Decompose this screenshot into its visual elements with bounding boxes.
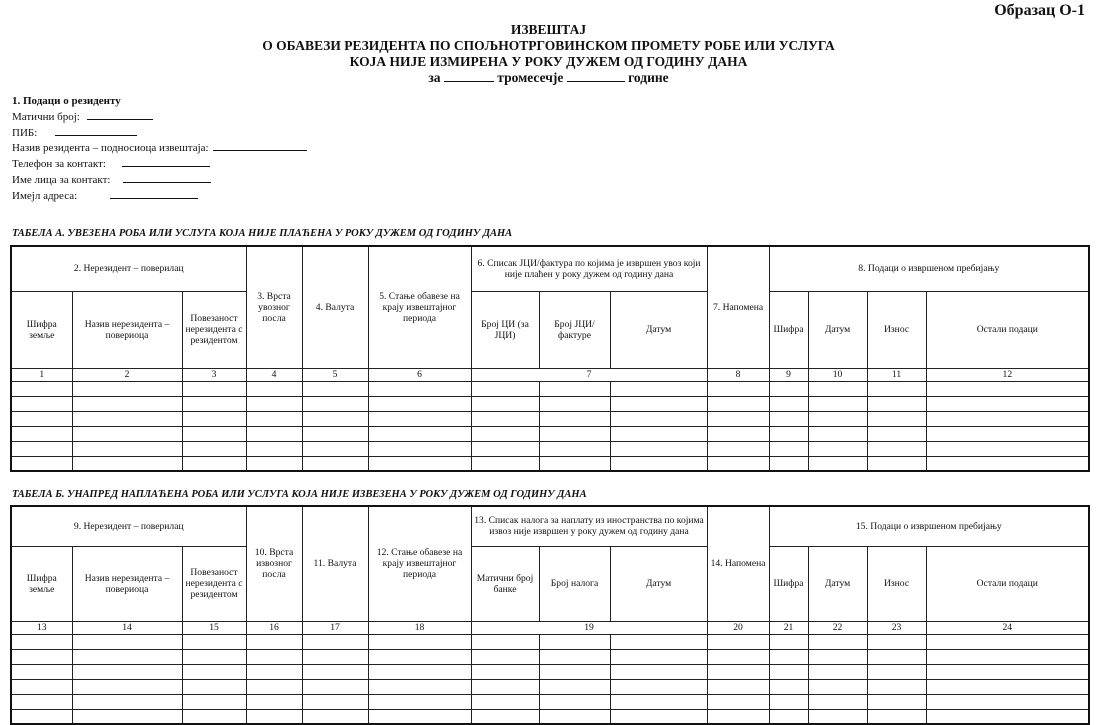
table-cell[interactable] bbox=[302, 456, 368, 471]
table-cell[interactable] bbox=[246, 426, 302, 441]
table-cell[interactable] bbox=[539, 426, 610, 441]
table-cell[interactable] bbox=[769, 441, 808, 456]
table-cell[interactable] bbox=[72, 381, 182, 396]
table-cell[interactable] bbox=[11, 649, 72, 664]
table-cell[interactable] bbox=[302, 426, 368, 441]
column-number: 1 bbox=[11, 368, 72, 381]
table-cell[interactable] bbox=[246, 694, 302, 709]
table-cell[interactable] bbox=[471, 664, 539, 679]
table-cell[interactable] bbox=[867, 679, 926, 694]
table-cell[interactable] bbox=[368, 456, 471, 471]
table-cell[interactable] bbox=[926, 426, 1089, 441]
table-cell[interactable] bbox=[302, 411, 368, 426]
table-cell[interactable] bbox=[926, 411, 1089, 426]
table-cell[interactable] bbox=[867, 694, 926, 709]
table-cell[interactable] bbox=[368, 679, 471, 694]
country-code-header: Шифра земље bbox=[11, 291, 72, 368]
column-number: 3 bbox=[182, 368, 246, 381]
balance-header: 5. Стање обавезе на крају извештајног периода bbox=[368, 246, 471, 368]
table-cell[interactable] bbox=[926, 694, 1089, 709]
registration-number-line[interactable] bbox=[87, 109, 153, 120]
table-cell[interactable] bbox=[302, 396, 368, 411]
resident-name-line[interactable] bbox=[213, 140, 307, 151]
table-cell[interactable] bbox=[610, 634, 707, 649]
table-cell[interactable] bbox=[539, 679, 610, 694]
table-cell[interactable] bbox=[72, 396, 182, 411]
table-cell[interactable] bbox=[72, 679, 182, 694]
table-cell[interactable] bbox=[368, 426, 471, 441]
offset-amount-header: Износ bbox=[867, 546, 926, 621]
table-row bbox=[11, 441, 1089, 456]
table-cell[interactable] bbox=[471, 381, 539, 396]
table-cell[interactable] bbox=[867, 709, 926, 724]
column-number: 24 bbox=[926, 621, 1089, 634]
table-cell[interactable] bbox=[707, 694, 769, 709]
table-cell[interactable] bbox=[72, 709, 182, 724]
table-cell[interactable] bbox=[471, 456, 539, 471]
table-cell[interactable] bbox=[182, 426, 246, 441]
table-cell[interactable] bbox=[72, 664, 182, 679]
table-cell[interactable] bbox=[769, 664, 808, 679]
table-a bbox=[10, 245, 1090, 472]
table-cell[interactable] bbox=[769, 396, 808, 411]
table-cell[interactable] bbox=[926, 649, 1089, 664]
import-type-header: 3. Врста увозног посла bbox=[246, 246, 302, 368]
report-subtitle-2: КОЈА НИЈЕ ИЗМИРЕНА У РОКУ ДУЖЕМ ОД ГОДИНУ ДАНА bbox=[349, 54, 748, 69]
offset-group-header: 15. Подаци о извршеном пребијању bbox=[769, 506, 1089, 546]
currency-header: 11. Валута bbox=[302, 506, 368, 621]
field-label: Назив резидента – подносиоца извештаја: bbox=[12, 142, 209, 155]
pib-line[interactable] bbox=[55, 125, 137, 136]
table-b-body bbox=[11, 634, 1089, 724]
table-cell[interactable] bbox=[610, 709, 707, 724]
table-cell[interactable] bbox=[867, 426, 926, 441]
table-cell[interactable] bbox=[539, 664, 610, 679]
table-cell[interactable] bbox=[246, 411, 302, 426]
table-cell[interactable] bbox=[808, 664, 867, 679]
table-cell[interactable] bbox=[539, 709, 610, 724]
offset-group-header: 8. Подаци о извршеном пребијању bbox=[769, 246, 1089, 291]
field-email bbox=[12, 188, 307, 204]
period-quarter: тромесечје bbox=[497, 70, 564, 85]
table-cell[interactable] bbox=[707, 396, 769, 411]
table-cell[interactable] bbox=[302, 634, 368, 649]
orders-group-header: 13. Списак налога за наплату из иностранства по којима извоз није извршен у року дужем од годину дана bbox=[471, 506, 707, 546]
table-cell[interactable] bbox=[867, 634, 926, 649]
year-blank[interactable] bbox=[567, 70, 625, 82]
table-row bbox=[11, 694, 1089, 709]
table-cell[interactable] bbox=[769, 649, 808, 664]
table-cell[interactable] bbox=[769, 411, 808, 426]
table-cell[interactable] bbox=[867, 649, 926, 664]
note-header: 14. Напомена bbox=[707, 506, 769, 621]
quarter-blank[interactable] bbox=[444, 70, 494, 82]
table-cell[interactable] bbox=[610, 694, 707, 709]
column-number: 14 bbox=[72, 621, 182, 634]
table-cell[interactable] bbox=[302, 441, 368, 456]
table-cell[interactable] bbox=[808, 426, 867, 441]
table-cell[interactable] bbox=[368, 381, 471, 396]
table-cell[interactable] bbox=[11, 709, 72, 724]
phone-line[interactable] bbox=[122, 156, 210, 167]
table-cell[interactable] bbox=[471, 694, 539, 709]
table-cell[interactable] bbox=[11, 456, 72, 471]
table-cell[interactable] bbox=[926, 456, 1089, 471]
table-cell[interactable] bbox=[368, 709, 471, 724]
table-a-caption: ТАБЕЛА А. УВЕЗЕНА РОБА ИЛИ УСЛУГА КОЈА НИЈЕ ПЛАЋЕНА У РОКУ ДУЖЕМ ОД ГОДИНУ ДАНА bbox=[12, 228, 513, 239]
column-number: 18 bbox=[368, 621, 471, 634]
table-cell[interactable] bbox=[769, 456, 808, 471]
field-label: Имејл адреса: bbox=[12, 189, 78, 202]
table-cell[interactable] bbox=[72, 456, 182, 471]
creditor-group-header: 2. Нерезидент – поверилац bbox=[11, 246, 246, 291]
table-cell[interactable] bbox=[867, 456, 926, 471]
column-number: 11 bbox=[867, 368, 926, 381]
table-cell[interactable] bbox=[11, 679, 72, 694]
column-number: 4 bbox=[246, 368, 302, 381]
table-cell[interactable] bbox=[182, 694, 246, 709]
table-cell[interactable] bbox=[72, 441, 182, 456]
table-cell[interactable] bbox=[610, 649, 707, 664]
table-cell[interactable] bbox=[471, 634, 539, 649]
table-cell[interactable] bbox=[539, 456, 610, 471]
balance-header: 12. Стање обавезе на крају извештајног периода bbox=[368, 506, 471, 621]
field-resident-name bbox=[12, 140, 307, 156]
table-cell[interactable] bbox=[11, 694, 72, 709]
table-cell[interactable] bbox=[471, 441, 539, 456]
column-number: 21 bbox=[769, 621, 808, 634]
column-number: 19 bbox=[471, 621, 707, 634]
table-cell[interactable] bbox=[72, 634, 182, 649]
table-cell[interactable] bbox=[769, 694, 808, 709]
table-cell[interactable] bbox=[769, 709, 808, 724]
table-cell[interactable] bbox=[539, 694, 610, 709]
table-cell[interactable] bbox=[246, 709, 302, 724]
report-subtitle-1: О ОБАВЕЗИ РЕЗИДЕНТА ПО СПОЉНОТРГОВИНСКОМ ПРОМЕТУ РОБЕ ИЛИ УСЛУГА bbox=[262, 38, 835, 53]
table-cell[interactable] bbox=[302, 709, 368, 724]
column-number: 22 bbox=[808, 621, 867, 634]
table-cell[interactable] bbox=[11, 634, 72, 649]
field-label: Матични број: bbox=[12, 110, 80, 123]
creditor-group-header: 9. Нерезидент – поверилац bbox=[11, 506, 246, 546]
table-cell[interactable] bbox=[808, 411, 867, 426]
table-cell[interactable] bbox=[808, 694, 867, 709]
table-cell[interactable] bbox=[610, 396, 707, 411]
table-row bbox=[11, 396, 1089, 411]
table-cell[interactable] bbox=[707, 634, 769, 649]
table-cell[interactable] bbox=[246, 664, 302, 679]
table-cell[interactable] bbox=[808, 649, 867, 664]
table-cell[interactable] bbox=[368, 634, 471, 649]
table-cell[interactable] bbox=[707, 426, 769, 441]
column-number: 15 bbox=[182, 621, 246, 634]
table-cell[interactable] bbox=[707, 664, 769, 679]
table-cell[interactable] bbox=[11, 396, 72, 411]
order-number-header: Број налога bbox=[539, 546, 610, 621]
table-cell[interactable] bbox=[182, 441, 246, 456]
period-za: за bbox=[428, 70, 441, 85]
table-cell[interactable] bbox=[539, 634, 610, 649]
table-cell[interactable] bbox=[182, 411, 246, 426]
table-cell[interactable] bbox=[72, 694, 182, 709]
table-cell[interactable] bbox=[182, 664, 246, 679]
column-number: 8 bbox=[707, 368, 769, 381]
field-phone bbox=[12, 156, 307, 172]
table-cell[interactable] bbox=[926, 381, 1089, 396]
table-cell[interactable] bbox=[867, 441, 926, 456]
table-a-body bbox=[11, 381, 1089, 471]
table-row bbox=[11, 634, 1089, 649]
column-number: 9 bbox=[769, 368, 808, 381]
table-cell[interactable] bbox=[246, 456, 302, 471]
table-cell[interactable] bbox=[182, 634, 246, 649]
relation-header: Повезаност нерезидента с резидентом bbox=[182, 546, 246, 621]
creditor-name-header: Назив нерезидента – повериоца bbox=[72, 546, 182, 621]
table-cell[interactable] bbox=[926, 441, 1089, 456]
offset-code-header: Шифра bbox=[769, 291, 808, 368]
table-cell[interactable] bbox=[246, 381, 302, 396]
table-cell[interactable] bbox=[539, 441, 610, 456]
table-cell[interactable] bbox=[707, 441, 769, 456]
table-cell[interactable] bbox=[539, 649, 610, 664]
table-cell[interactable] bbox=[182, 381, 246, 396]
table-cell[interactable] bbox=[610, 679, 707, 694]
table-row bbox=[11, 381, 1089, 396]
table-cell[interactable] bbox=[302, 664, 368, 679]
table-cell[interactable] bbox=[926, 396, 1089, 411]
table-cell[interactable] bbox=[471, 411, 539, 426]
table-cell[interactable] bbox=[246, 649, 302, 664]
table-cell[interactable] bbox=[246, 441, 302, 456]
table-cell[interactable] bbox=[182, 679, 246, 694]
column-number: 17 bbox=[302, 621, 368, 634]
document-date-header: Датум bbox=[610, 291, 707, 368]
table-cell[interactable] bbox=[182, 709, 246, 724]
order-date-header: Датум bbox=[610, 546, 707, 621]
table-cell[interactable] bbox=[539, 381, 610, 396]
column-number: 12 bbox=[926, 368, 1089, 381]
table-cell[interactable] bbox=[707, 456, 769, 471]
table-cell[interactable] bbox=[707, 679, 769, 694]
table-cell[interactable] bbox=[471, 649, 539, 664]
country-code-header: Шифра земље bbox=[11, 546, 72, 621]
table-cell[interactable] bbox=[302, 694, 368, 709]
table-cell[interactable] bbox=[867, 411, 926, 426]
period-year: године bbox=[628, 70, 669, 85]
table-cell[interactable] bbox=[368, 441, 471, 456]
column-number: 16 bbox=[246, 621, 302, 634]
table-cell[interactable] bbox=[808, 456, 867, 471]
table-b-caption: ТАБЕЛА Б. УНАПРЕД НАПЛАЋЕНА РОБА ИЛИ УСЛУГА КОЈА НИЈЕ ИЗВЕЗЕНА У РОКУ ДУЖЕМ ОД ГОДИНУ ДАНА bbox=[12, 489, 587, 500]
report-header bbox=[0, 22, 1097, 86]
documents-group-header: 6. Списак ЈЦИ/фактура по којима је извршен увоз који није плаћен у року дужем од годину дана bbox=[471, 246, 707, 291]
table-row bbox=[11, 664, 1089, 679]
resident-section bbox=[12, 94, 307, 204]
table-cell[interactable] bbox=[707, 709, 769, 724]
report-title: ИЗВЕШТАЈ bbox=[510, 22, 587, 37]
column-number: 23 bbox=[867, 621, 926, 634]
table-cell[interactable] bbox=[72, 411, 182, 426]
table-cell[interactable] bbox=[769, 381, 808, 396]
table-cell[interactable] bbox=[368, 664, 471, 679]
table-cell[interactable] bbox=[610, 381, 707, 396]
table-cell[interactable] bbox=[808, 679, 867, 694]
table-cell[interactable] bbox=[610, 456, 707, 471]
table-cell[interactable] bbox=[707, 649, 769, 664]
table-cell[interactable] bbox=[471, 679, 539, 694]
table-row bbox=[11, 649, 1089, 664]
offset-code-header: Шифра bbox=[769, 546, 808, 621]
table-cell[interactable] bbox=[539, 396, 610, 411]
table-cell[interactable] bbox=[926, 634, 1089, 649]
table-cell[interactable] bbox=[867, 664, 926, 679]
creditor-name-header: Назив нерезидента – повериоца bbox=[72, 291, 182, 368]
table-cell[interactable] bbox=[72, 426, 182, 441]
offset-date-header: Датум bbox=[808, 546, 867, 621]
column-number: 20 bbox=[707, 621, 769, 634]
table-cell[interactable] bbox=[72, 649, 182, 664]
table-cell[interactable] bbox=[11, 381, 72, 396]
table-cell[interactable] bbox=[808, 441, 867, 456]
table-cell[interactable] bbox=[808, 634, 867, 649]
table-cell[interactable] bbox=[707, 381, 769, 396]
export-type-header: 10. Врста извозног посла bbox=[246, 506, 302, 621]
table-cell[interactable] bbox=[11, 411, 72, 426]
resident-section-title: 1. Подаци о резиденту bbox=[12, 95, 121, 107]
table-cell[interactable] bbox=[471, 709, 539, 724]
column-number: 6 bbox=[368, 368, 471, 381]
table-row bbox=[11, 709, 1089, 724]
table-cell[interactable] bbox=[808, 396, 867, 411]
table-cell[interactable] bbox=[867, 396, 926, 411]
period-line bbox=[0, 70, 1097, 86]
table-b bbox=[10, 505, 1090, 725]
field-pib bbox=[12, 125, 307, 141]
table-cell[interactable] bbox=[11, 426, 72, 441]
table-cell[interactable] bbox=[539, 411, 610, 426]
offset-other-header: Остали подаци bbox=[926, 546, 1089, 621]
table-cell[interactable] bbox=[368, 396, 471, 411]
table-cell[interactable] bbox=[471, 426, 539, 441]
table-cell[interactable] bbox=[182, 396, 246, 411]
table-cell[interactable] bbox=[246, 679, 302, 694]
table-cell[interactable] bbox=[610, 426, 707, 441]
table-cell[interactable] bbox=[769, 634, 808, 649]
table-cell[interactable] bbox=[302, 679, 368, 694]
table-cell[interactable] bbox=[926, 709, 1089, 724]
table-cell[interactable] bbox=[610, 441, 707, 456]
table-cell[interactable] bbox=[368, 649, 471, 664]
relation-header: Повезаност нерезидента с резидентом bbox=[182, 291, 246, 368]
offset-amount-header: Износ bbox=[867, 291, 926, 368]
bank-id-header: Матични број банке bbox=[471, 546, 539, 621]
table-cell[interactable] bbox=[610, 664, 707, 679]
field-label: Име лица за контакт: bbox=[12, 173, 111, 186]
field-label: Телефон за контакт: bbox=[12, 158, 106, 171]
table-cell[interactable] bbox=[707, 411, 769, 426]
table-cell[interactable] bbox=[926, 664, 1089, 679]
currency-header: 4. Валута bbox=[302, 246, 368, 368]
offset-other-header: Остали подаци bbox=[926, 291, 1089, 368]
table-cell[interactable] bbox=[808, 709, 867, 724]
table-cell[interactable] bbox=[471, 396, 539, 411]
table-row bbox=[11, 679, 1089, 694]
column-number: 5 bbox=[302, 368, 368, 381]
table-cell[interactable] bbox=[926, 679, 1089, 694]
field-contact-person bbox=[12, 172, 307, 188]
table-cell[interactable] bbox=[11, 441, 72, 456]
table-row bbox=[11, 426, 1089, 441]
table-cell[interactable] bbox=[769, 426, 808, 441]
table-row bbox=[11, 411, 1089, 426]
table-cell[interactable] bbox=[302, 381, 368, 396]
column-number: 10 bbox=[808, 368, 867, 381]
note-header: 7. Напомена bbox=[707, 246, 769, 368]
table-row bbox=[11, 456, 1089, 471]
table-cell[interactable] bbox=[808, 381, 867, 396]
table-cell[interactable] bbox=[610, 411, 707, 426]
table-cell[interactable] bbox=[182, 456, 246, 471]
column-number: 2 bbox=[72, 368, 182, 381]
table-cell[interactable] bbox=[368, 694, 471, 709]
offset-date-header: Датум bbox=[808, 291, 867, 368]
table-cell[interactable] bbox=[302, 649, 368, 664]
table-cell[interactable] bbox=[182, 649, 246, 664]
field-label: ПИБ: bbox=[12, 126, 38, 139]
field-registration-number bbox=[12, 109, 307, 125]
table-cell[interactable] bbox=[769, 679, 808, 694]
column-number: 13 bbox=[11, 621, 72, 634]
form-code: Образац О-1 bbox=[994, 2, 1085, 19]
table-cell[interactable] bbox=[368, 411, 471, 426]
email-line[interactable] bbox=[110, 188, 198, 199]
contact-person-line[interactable] bbox=[123, 172, 211, 183]
table-cell[interactable] bbox=[246, 634, 302, 649]
invoice-number-header: Број ЈЦИ/фактуре bbox=[539, 291, 610, 368]
column-number: 7 bbox=[471, 368, 707, 381]
table-cell[interactable] bbox=[11, 664, 72, 679]
table-cell[interactable] bbox=[246, 396, 302, 411]
ci-number-header: Број ЦИ (за ЈЦИ) bbox=[471, 291, 539, 368]
table-cell[interactable] bbox=[867, 381, 926, 396]
